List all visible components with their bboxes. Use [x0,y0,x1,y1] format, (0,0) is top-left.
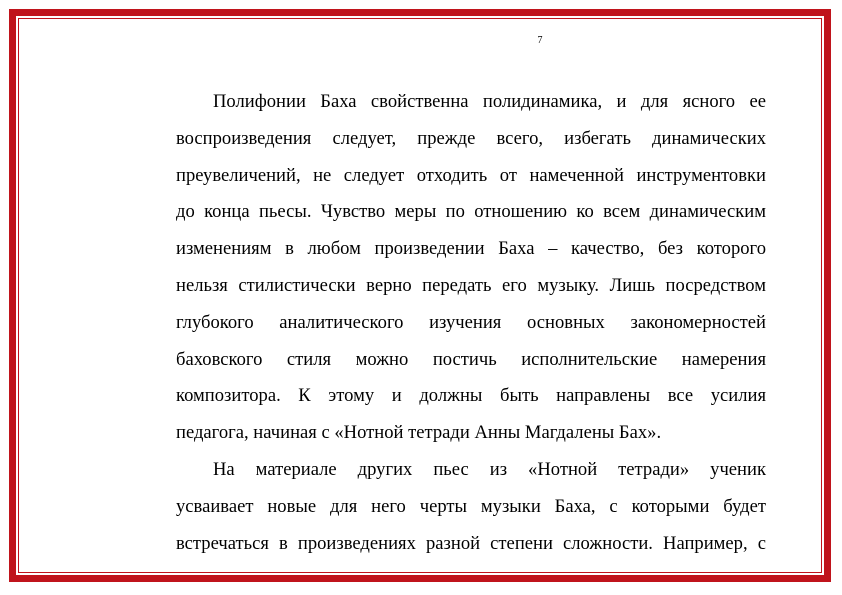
text-line: Полифонии Баха свойственна полидинамика, и для ясного ее [213,91,766,112]
text-line: На материале других пьес из «Нотной тетради» ученик [213,458,766,480]
text-line: до конца пьесы. Чувство меры по отношению ко всем динамическим [176,201,766,223]
text-line: преувеличений, не следует отходить от намеченной инструментовки [176,164,766,186]
text-line: композитора. К этому и должны быть направлены все усилия [176,385,766,407]
paragraph-1 [176,84,766,452]
text-line: нельзя стилистически верно передать его музыку. Лишь посредством [176,274,766,296]
text-line: педагога, начиная с «Нотной тетради Анны Магдалены Бах». [176,422,662,444]
text-line: глубокого аналитического изучения основных закономерностей [176,311,766,333]
body-text [176,84,766,562]
text-line: изменениям в любом произведении Баха – качество, без которого [176,238,766,260]
text-line: баховского стиля можно постичь исполнительские намерения [176,348,766,370]
text-line: воспроизведения следует, прежде всего, избегать динамических [176,127,766,149]
paragraph-2 [176,452,766,562]
text-line: усваивает новые для него черты музыки Баха, с которыми будет [176,495,766,517]
text-line: встречаться в произведениях разной степени сложности. Например, с [176,532,766,554]
page-number: 7 [537,35,543,46]
